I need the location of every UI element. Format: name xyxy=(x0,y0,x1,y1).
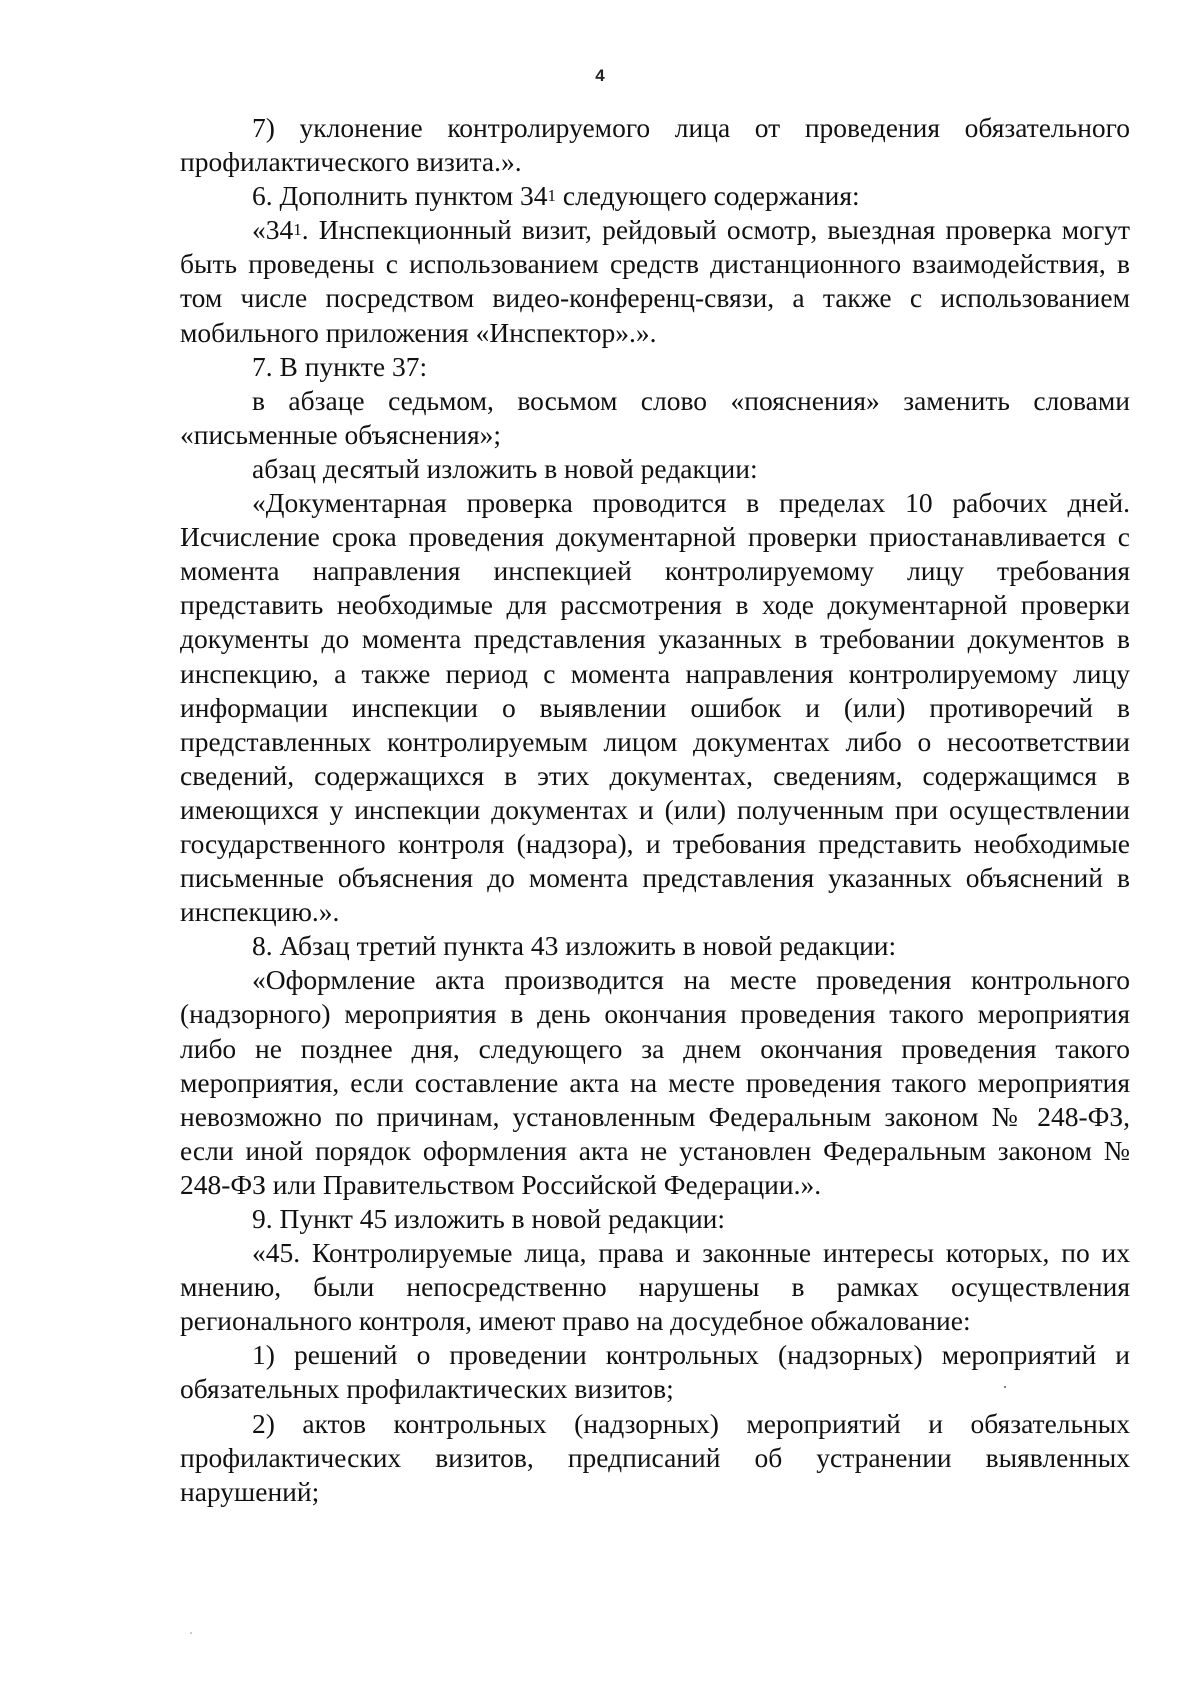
paragraph-amend-10: абзац десятый изложить в новой редакции: xyxy=(252,452,758,484)
paragraph-clause-34-1-text-start: «34 xyxy=(252,214,294,246)
paragraph-item-8: 8. Абзац третий пункта 43 изложить в новой редакции: xyxy=(252,930,897,962)
paragraph-act-registration: «Оформление акта производится на месте проведения контрольного (надзорного) мероприятия в день окончания проведения такого мероприятия либо не позднее дня, следующего за днем окончания проведения такого мероприятия, если составление акта на месте проведения такого мероприятия невозможно по причинам, установленным Федеральным законом № 248-ФЗ, если иной порядок оформления акта не установлен Федеральным законом № 248-ФЗ или Правительством Российской Федерации.». xyxy=(180,964,1130,1200)
paragraph-clause-45: «45. Контролируемые лица, права и законные интересы которых, по их мнению, были непосредственно нарушены в рамках осуществления регионального контроля, имеют право на досудебное обжалование: xyxy=(180,1237,1130,1337)
paragraph-clause-34-1 xyxy=(180,213,1130,349)
paragraph-amend-7-8: в абзаце седьмом, восьмом слово «пояснения» заменить словами «письменные объяснения»; xyxy=(180,384,1130,450)
paragraph-item-6-text-end: следующего содержания: xyxy=(556,180,860,212)
paragraph-appeal-2: 2) актов контрольных (надзорных) мероприятий и обязательных профилактических визитов, предписаний об устранении выявленных нарушений; xyxy=(180,1407,1130,1507)
document-body xyxy=(180,111,1130,1509)
paragraph-item-6 xyxy=(180,179,1130,213)
scan-speck xyxy=(1004,1386,1006,1388)
paragraph-documentary-check: «Документарная проверка проводится в пределах 10 рабочих дней. Исчисление срока проведения документарной проверки приостанавливается с момента направления инспекцией контролируемому лицу требования представить необходимые для рассмотрения в ходе документарной проверки документы до момента представления указанных в требовании документов в инспекцию, а также период с момента направления контролируемому лицу информации инспекции о выявлении ошибок и (или) противоречий в представленных контролируемым лицом документах либо о несоответствии сведений, содержащихся в этих документах, сведениям, содержащимся в имеющихся у инспекции документах и (или) полученным при осуществлении государственного контроля (надзора), и требования представить необходимые письменные объяснения до момента представления указанных объяснений в инспекцию.». xyxy=(180,487,1130,928)
paragraph-subitem-7: 7) уклонение контролируемого лица от проведения обязательного профилактического визита.». xyxy=(180,112,1130,178)
superscript-1: 1 xyxy=(547,186,557,206)
paragraph-item-7: 7. В пункте 37: xyxy=(252,350,428,382)
page-number: 4 xyxy=(595,66,605,85)
paragraph-appeal-1: 1) решений о проведении контрольных (надзорных) мероприятий и обязательных профилактических визитов; xyxy=(180,1339,1130,1405)
scan-speck xyxy=(190,1632,192,1634)
superscript-1: 1 xyxy=(293,220,302,240)
paragraph-item-9: 9. Пункт 45 изложить в новой редакции: xyxy=(252,1203,726,1234)
paragraph-item-6-text-start: 6. Дополнить пунктом 34 xyxy=(252,180,548,212)
paragraph-clause-34-1-text-end: . Инспекционный визит, рейдовый осмотр, выездная проверка могут быть проведены с использованием средств дистанционного взаимодействия, в том числе посредством видео-конференц-связи, а также с использованием мобильного приложения «Инспектор».». xyxy=(180,214,1130,348)
